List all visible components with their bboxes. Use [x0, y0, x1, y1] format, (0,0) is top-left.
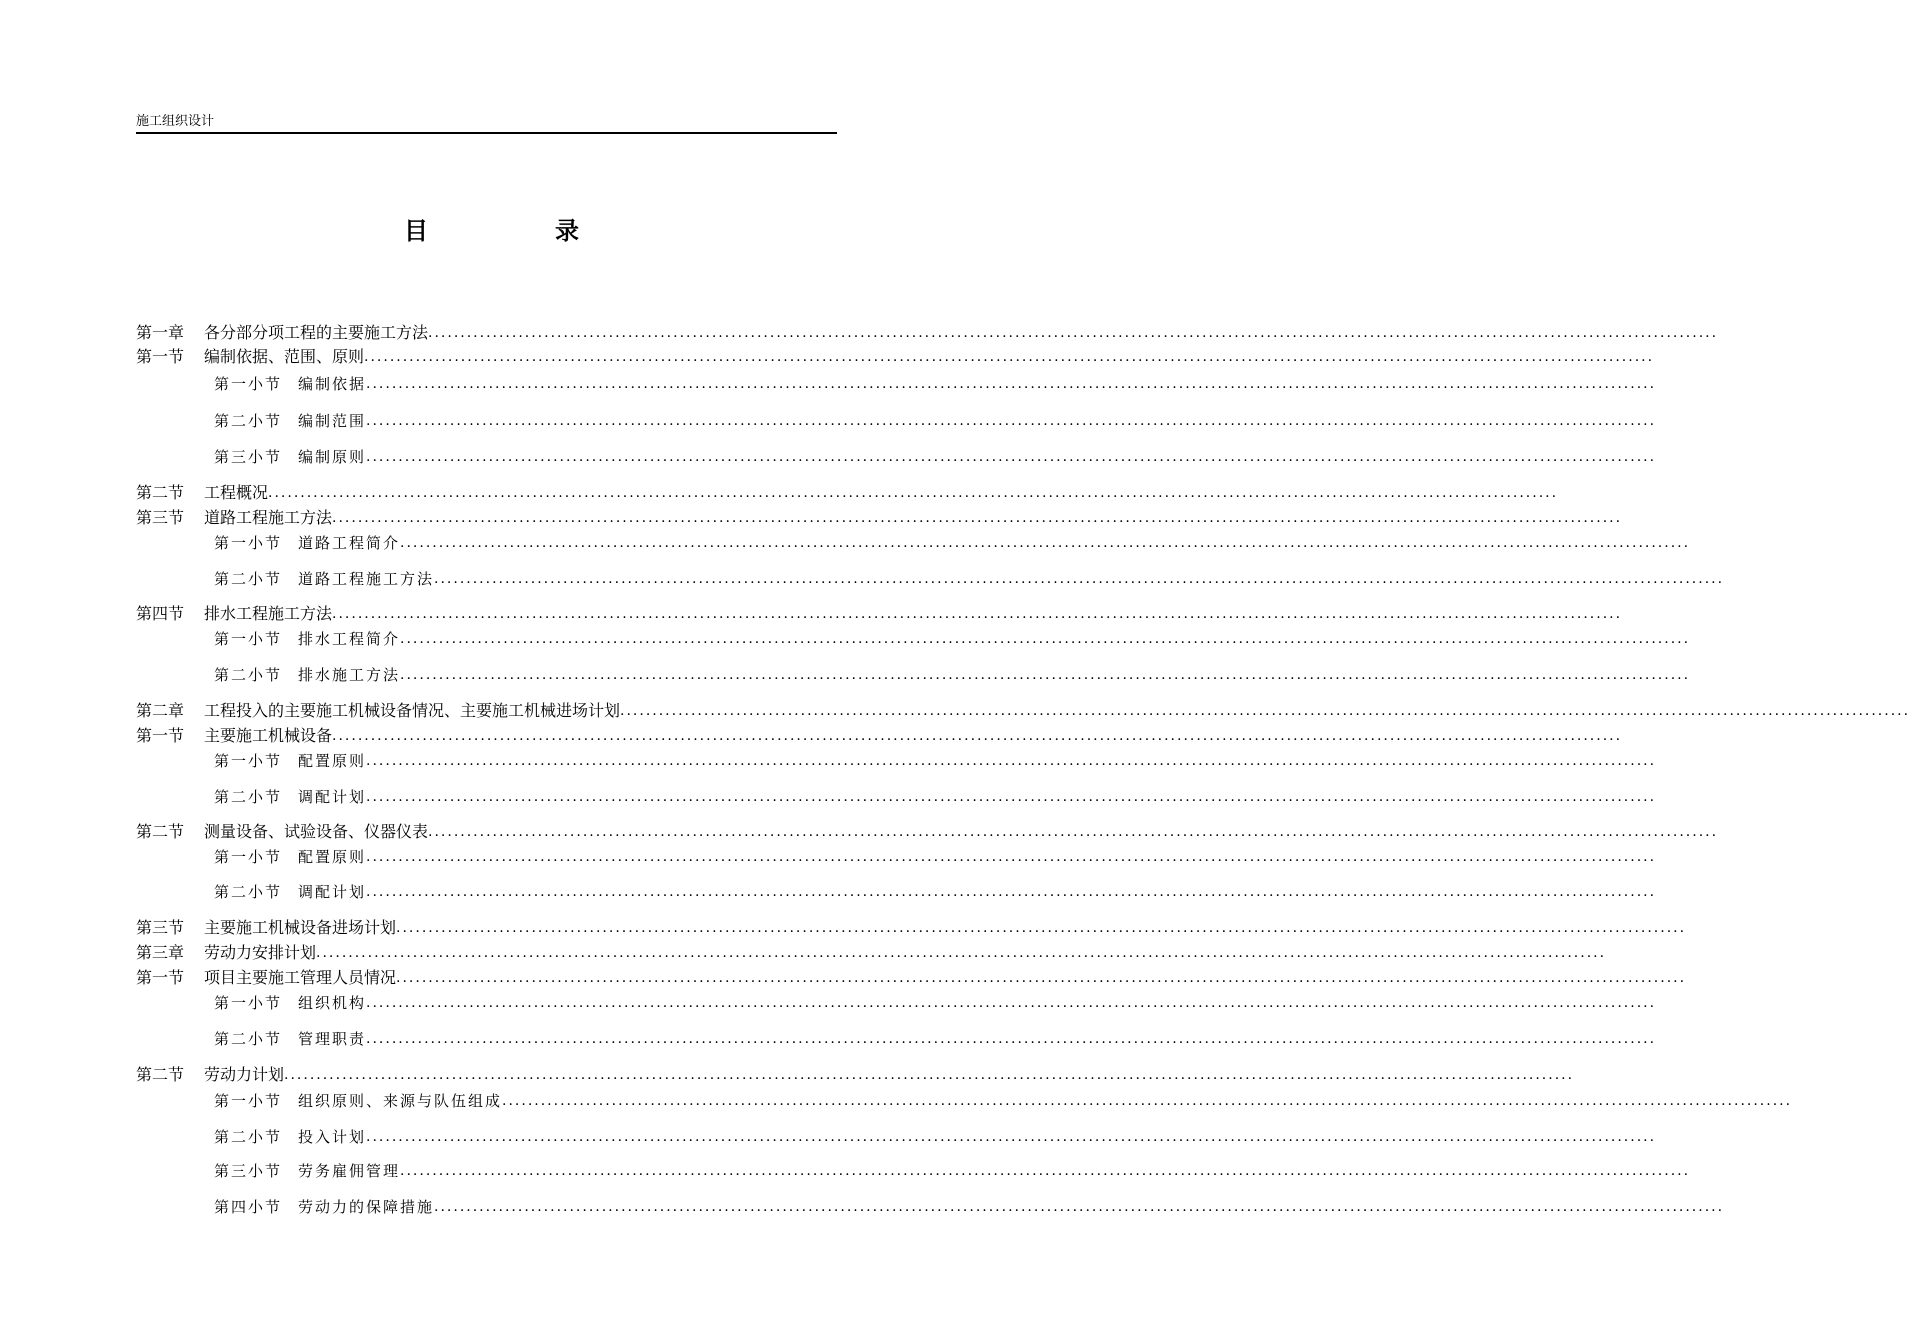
toc-entry-prefix: 第一小节 — [214, 752, 283, 770]
toc-entry[interactable] — [136, 601, 1623, 627]
toc-entry-prefix: 第一节 — [136, 726, 185, 745]
toc-entry-prefix: 第三节 — [136, 508, 185, 527]
toc-entry-text: 排水工程简介 — [298, 630, 401, 648]
toc-entry[interactable] — [214, 1088, 1793, 1114]
toc-entry-prefix: 第三小节 — [214, 448, 283, 466]
toc-entry-text: 道路工程施工方法 — [298, 570, 435, 588]
toc-entry-label — [214, 1161, 400, 1181]
toc-entry-text: 劳务雇佣管理 — [298, 1162, 401, 1180]
toc-entry-label — [214, 447, 366, 467]
toc-entry-label — [136, 701, 620, 721]
toc-leader-dots: ........................................................................................................................................................................................................ — [434, 571, 1725, 587]
toc-entry-prefix: 第二小节 — [214, 1030, 283, 1048]
toc-entry-prefix: 第二小节 — [214, 883, 283, 901]
toc-entry-text: 工程投入的主要施工机械设备情况、主要施工机械进场计划 — [204, 701, 621, 720]
toc-entry-label — [214, 1197, 434, 1217]
toc-entry-text: 编制依据 — [298, 375, 367, 393]
toc-entry-prefix: 第一章 — [136, 323, 185, 342]
toc-title — [404, 210, 579, 246]
toc-entry-label — [214, 1091, 502, 1111]
toc-entry-label — [214, 787, 366, 807]
toc-entry-text: 排水工程施工方法 — [204, 604, 333, 623]
toc-entry[interactable] — [214, 371, 1657, 397]
toc-entry-prefix: 第二小节 — [214, 788, 283, 806]
toc-entry-text: 排水施工方法 — [298, 666, 401, 684]
toc-title-char-2: 录 — [555, 216, 579, 245]
toc-entry-label — [136, 604, 332, 624]
toc-leader-dots: ........................................................................................................................................................................................................ — [400, 535, 1691, 551]
toc-entry[interactable] — [136, 698, 1910, 724]
toc-entry-text: 主要施工机械设备进场计划 — [204, 918, 397, 937]
toc-entry-prefix: 第四节 — [136, 604, 185, 623]
toc-entry[interactable] — [214, 1194, 1725, 1220]
toc-entry-text: 劳动力的保障措施 — [298, 1198, 435, 1216]
toc-entry-label — [136, 726, 332, 746]
toc-entry-text: 组织原则、来源与队伍组成 — [298, 1092, 503, 1110]
toc-entry-prefix: 第一小节 — [214, 534, 283, 552]
toc-entry-text: 编制原则 — [298, 448, 367, 466]
toc-entry-label — [136, 1065, 284, 1085]
toc-leader-dots: ........................................................................................................................................................................................................ — [502, 1093, 1793, 1109]
toc-entry-text: 配置原则 — [298, 752, 367, 770]
toc-entry-label — [214, 751, 366, 771]
toc-leader-dots: ........................................................................................................................................................................................................ — [620, 703, 1910, 719]
toc-leader-dots: ........................................................................................................................................................................................................ — [332, 510, 1623, 526]
toc-entry-text: 劳动力安排计划 — [204, 943, 317, 962]
toc-entry-label — [136, 483, 268, 503]
toc-leader-dots: ........................................................................................................................................................................................................ — [428, 824, 1719, 840]
toc-entry-label — [214, 569, 434, 589]
toc-entry[interactable] — [136, 480, 1559, 506]
toc-leader-dots: ........................................................................................................................................................................................................ — [268, 485, 1559, 501]
toc-entry[interactable] — [136, 723, 1623, 749]
toc-entry-text: 编制范围 — [298, 412, 367, 430]
toc-entry[interactable] — [214, 879, 1657, 905]
toc-entry-text: 主要施工机械设备 — [204, 726, 333, 745]
toc-entry-text: 工程概况 — [204, 483, 269, 502]
toc-entry-label — [214, 374, 366, 394]
toc-entry-prefix: 第一小节 — [214, 848, 283, 866]
toc-entry[interactable] — [136, 1062, 1575, 1088]
toc-entry[interactable] — [214, 530, 1691, 556]
toc-entry[interactable] — [136, 320, 1719, 346]
toc-entry-label — [214, 1127, 366, 1147]
toc-entry-label — [136, 822, 428, 842]
toc-entry-text: 调配计划 — [298, 788, 367, 806]
toc-entry-label — [136, 323, 428, 343]
toc-leader-dots: ........................................................................................................................................................................................................ — [284, 1067, 1575, 1083]
toc-leader-dots: ........................................................................................................................................................................................................ — [428, 325, 1719, 341]
toc-entry-label — [214, 847, 366, 867]
toc-entry-prefix: 第二小节 — [214, 570, 283, 588]
toc-entry-text: 劳动力计划 — [204, 1065, 285, 1084]
toc-entry-text: 配置原则 — [298, 848, 367, 866]
toc-entry[interactable] — [214, 1158, 1691, 1184]
toc-entry[interactable] — [214, 1124, 1657, 1150]
toc-entry-prefix: 第一小节 — [214, 994, 283, 1012]
toc-entry[interactable] — [136, 505, 1623, 531]
toc-entry-prefix: 第二章 — [136, 701, 185, 720]
toc-entry-prefix: 第一节 — [136, 347, 185, 366]
toc-entry[interactable] — [214, 990, 1657, 1016]
toc-entry-prefix: 第一小节 — [214, 1092, 283, 1110]
toc-entry-prefix: 第一节 — [136, 968, 185, 987]
toc-entry-prefix: 第四小节 — [214, 1198, 283, 1216]
toc-title-char-1: 目 — [404, 216, 428, 245]
toc-leader-dots: ........................................................................................................................................................................................................ — [366, 449, 1657, 465]
toc-entry[interactable] — [214, 662, 1691, 688]
toc-entry-label — [214, 882, 366, 902]
toc-leader-dots: ........................................................................................................................................................................................................ — [366, 376, 1657, 392]
toc-leader-dots: ........................................................................................................................................................................................................ — [400, 667, 1691, 683]
toc-entry-label — [214, 629, 400, 649]
toc-leader-dots: ........................................................................................................................................................................................................ — [366, 849, 1657, 865]
toc-entry-label — [136, 508, 332, 528]
toc-entry[interactable] — [214, 748, 1657, 774]
toc-entry[interactable] — [136, 344, 1655, 370]
toc-leader-dots: ........................................................................................................................................................................................................ — [332, 606, 1623, 622]
toc-leader-dots: ........................................................................................................................................................................................................ — [434, 1199, 1725, 1215]
toc-entry[interactable] — [214, 626, 1691, 652]
toc-entry-text: 道路工程简介 — [298, 534, 401, 552]
toc-entry-label — [136, 918, 396, 938]
toc-leader-dots: ........................................................................................................................................................................................................ — [366, 995, 1657, 1011]
toc-entry-prefix: 第三节 — [136, 918, 185, 937]
toc-entry-label — [136, 968, 396, 988]
toc-entry[interactable] — [214, 566, 1725, 592]
toc-leader-dots: ........................................................................................................................................................................................................ — [366, 413, 1657, 429]
toc-leader-dots: ........................................................................................................................................................................................................ — [400, 1163, 1691, 1179]
toc-entry-prefix: 第二节 — [136, 822, 185, 841]
toc-leader-dots: ........................................................................................................................................................................................................ — [366, 753, 1657, 769]
toc-entry-prefix: 第一小节 — [214, 375, 283, 393]
toc-leader-dots: ........................................................................................................................................................................................................ — [396, 970, 1687, 986]
toc-entry-prefix: 第二小节 — [214, 412, 283, 430]
toc-entry-prefix: 第三小节 — [214, 1162, 283, 1180]
toc-entry-prefix: 第二小节 — [214, 1128, 283, 1146]
toc-leader-dots: ........................................................................................................................................................................................................ — [366, 789, 1657, 805]
toc-leader-dots: ........................................................................................................................................................................................................ — [366, 1031, 1657, 1047]
toc-entry-prefix: 第二节 — [136, 1065, 185, 1084]
toc-entry-text: 项目主要施工管理人员情况 — [204, 968, 397, 987]
toc-entry-text: 各分部分项工程的主要施工方法 — [204, 323, 429, 342]
toc-leader-dots: ........................................................................................................................................................................................................ — [332, 728, 1623, 744]
toc-entry[interactable] — [136, 940, 1607, 966]
toc-entry-text: 编制依据、范围、原则 — [204, 347, 365, 366]
toc-entry-text: 管理职责 — [298, 1030, 367, 1048]
toc-entry-label — [214, 993, 366, 1013]
toc-leader-dots: ........................................................................................................................................................................................................ — [396, 920, 1687, 936]
toc-entry[interactable] — [136, 915, 1687, 941]
toc-entry-label — [136, 347, 364, 367]
header-title: 施工组织设计 — [136, 114, 215, 129]
toc-entry-text: 组织机构 — [298, 994, 367, 1012]
toc-entry-text: 投入计划 — [298, 1128, 367, 1146]
toc-entry[interactable] — [136, 965, 1687, 991]
toc-leader-dots: ........................................................................................................................................................................................................ — [400, 631, 1691, 647]
toc-entry[interactable] — [214, 1026, 1657, 1052]
toc-entry-prefix: 第二节 — [136, 483, 185, 502]
toc-entry-prefix: 第三章 — [136, 943, 185, 962]
toc-leader-dots: ........................................................................................................................................................................................................ — [364, 349, 1655, 365]
toc-entry-label — [136, 943, 316, 963]
toc-entry-label — [214, 665, 400, 685]
toc-entry[interactable] — [214, 408, 1657, 434]
toc-entry-label — [214, 1029, 366, 1049]
toc-entry-text: 道路工程施工方法 — [204, 508, 333, 527]
toc-entry[interactable] — [214, 444, 1657, 470]
toc-entry-text: 测量设备、试验设备、仪器仪表 — [204, 822, 429, 841]
toc-entry[interactable] — [214, 784, 1657, 810]
toc-entry-prefix: 第二小节 — [214, 666, 283, 684]
toc-leader-dots: ........................................................................................................................................................................................................ — [366, 884, 1657, 900]
toc-entry-prefix: 第一小节 — [214, 630, 283, 648]
toc-entry-label — [214, 533, 400, 553]
toc-entry-text: 调配计划 — [298, 883, 367, 901]
toc-leader-dots: ........................................................................................................................................................................................................ — [366, 1129, 1657, 1145]
page-header — [136, 114, 837, 134]
toc-leader-dots: ........................................................................................................................................................................................................ — [316, 945, 1607, 961]
toc-entry[interactable] — [136, 819, 1719, 845]
toc-entry-label — [214, 411, 366, 431]
toc-entry[interactable] — [214, 844, 1657, 870]
